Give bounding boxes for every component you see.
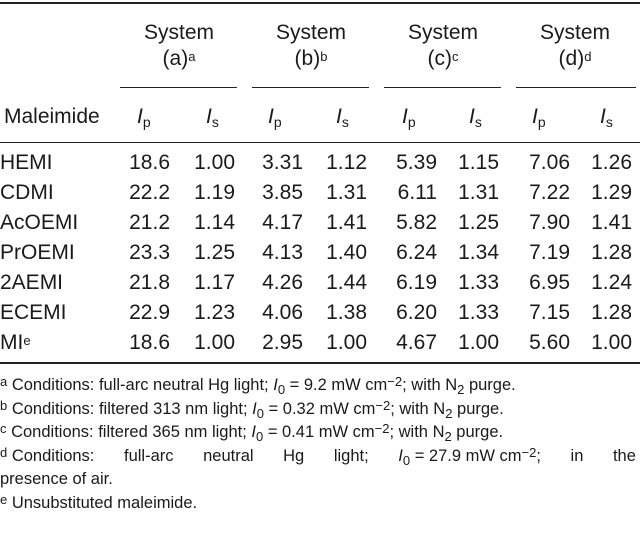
- maleimide-name: PrOEMI: [0, 241, 75, 264]
- ip-value: 4.17: [262, 211, 303, 234]
- ip-value: 4.67: [396, 331, 437, 354]
- ip-value: 5.39: [396, 151, 437, 174]
- is-value: 1.38: [326, 301, 367, 324]
- ip-value: 18.6: [129, 151, 170, 174]
- is-value: 1.25: [194, 241, 235, 264]
- footnote-a: $^a$ Conditions: full-arc neutral Hg light; $I_0 = 9.2$ mW $cm^{-2}$; with $N_2$ purge.: [0, 374, 516, 397]
- system-b-underline: [252, 87, 369, 88]
- is-value: 1.33: [458, 271, 499, 294]
- ip-header-b: Ip: [268, 105, 282, 130]
- table-row: [0, 148, 632, 178]
- footnote-d-line2: presence of air.: [0, 470, 113, 488]
- table-row: [0, 208, 632, 238]
- is-value: 1.40: [326, 241, 367, 264]
- system-a-underline: [120, 87, 237, 88]
- ip-value: 6.19: [396, 271, 437, 294]
- ip-header-d: Ip: [532, 105, 546, 130]
- system-d-underline: [516, 87, 636, 88]
- is-header-a: Is: [206, 105, 219, 130]
- ip-value: 3.85: [262, 181, 303, 204]
- ip-value: 5.82: [396, 211, 437, 234]
- is-value: 1.31: [458, 181, 499, 204]
- is-value: 1.41: [591, 211, 632, 234]
- ip-header-a: Ip: [137, 105, 151, 130]
- ip-value: 21.2: [129, 211, 170, 234]
- maleimide-name: CDMI: [0, 181, 54, 204]
- is-value: 1.19: [194, 181, 235, 204]
- footnote-c: $^c$ Conditions: filtered 365 nm light; $I_0 = 0.41$ mW $cm^{-2}$; with $N_2$ purge.: [0, 421, 504, 444]
- maleimide-name: 2AEMI: [0, 271, 64, 294]
- is-header-c: Is: [469, 105, 482, 130]
- ip-value: 18.6: [129, 331, 170, 354]
- is-value: 1.17: [194, 271, 235, 294]
- footnote-d-line1: $^d$ Conditions: full-arc neutral Hg light; $I_0 = 27.9$ mW $cm^{-2}$; in the: [0, 444, 636, 468]
- ip-value: 7.06: [529, 151, 570, 174]
- system-d-header: System $(d)^d$: [539, 21, 610, 70]
- footnote-e: $^e$ Unsubstituted maleimide.: [0, 491, 198, 512]
- ip-value: 7.15: [529, 301, 570, 324]
- system-a-header: System $(a)^a$: [143, 21, 214, 70]
- ip-header-c: Ip: [402, 105, 416, 130]
- ip-value: 4.26: [262, 271, 303, 294]
- is-value: 1.29: [591, 181, 632, 204]
- ip-value: 2.95: [262, 331, 303, 354]
- maleimide-column-header: Maleimide: [4, 105, 100, 128]
- header-rule: [0, 142, 640, 143]
- is-value: 1.23: [194, 301, 235, 324]
- ip-value: 4.06: [262, 301, 303, 324]
- is-value: 1.28: [591, 301, 632, 324]
- system-b-header: System $(b)^b$: [275, 21, 346, 70]
- table-row: [0, 268, 632, 298]
- is-value: 1.33: [458, 301, 499, 324]
- ip-value: 22.9: [129, 301, 170, 324]
- maleimide-name: HEMI: [0, 151, 53, 174]
- is-value: 1.00: [194, 151, 235, 174]
- system-c-header: System $(c)^c$: [407, 21, 478, 70]
- ip-value: 6.24: [396, 241, 437, 264]
- top-rule: [0, 2, 640, 4]
- is-value: 1.00: [326, 331, 367, 354]
- ip-value: 3.31: [262, 151, 303, 174]
- is-header-d: Is: [600, 105, 613, 130]
- ip-value: 22.2: [129, 181, 170, 204]
- is-value: 1.34: [458, 241, 499, 264]
- is-value: 1.25: [458, 211, 499, 234]
- table-row: [0, 328, 632, 358]
- ip-value: 7.90: [529, 211, 570, 234]
- ip-value: 21.8: [129, 271, 170, 294]
- ip-value: 6.20: [396, 301, 437, 324]
- footnotes: [0, 374, 636, 515]
- is-value: 1.24: [591, 271, 632, 294]
- is-value: 1.12: [326, 151, 367, 174]
- bottom-rule: [0, 362, 640, 364]
- maleimide-name: AcOEMI: [0, 211, 79, 234]
- table-row: [0, 238, 632, 268]
- ip-value: 5.60: [529, 331, 570, 354]
- ip-value: 7.19: [529, 241, 570, 264]
- is-value: 1.14: [194, 211, 235, 234]
- is-value: 1.44: [326, 271, 367, 294]
- is-header-b: Is: [336, 105, 349, 130]
- is-value: 1.31: [326, 181, 367, 204]
- is-value: 1.41: [326, 211, 367, 234]
- maleimide-name: MIe: [0, 331, 31, 354]
- is-value: 1.15: [458, 151, 499, 174]
- table-row: [0, 178, 632, 208]
- data-table: [0, 148, 632, 358]
- ip-value: 6.11: [397, 181, 437, 204]
- footnote-b: $^b$ Conditions: filtered 313 nm light; $I_0 = 0.32$ mW $cm^{-2}$; with $N_2$ purge.: [0, 397, 504, 421]
- ip-value: 4.13: [262, 241, 303, 264]
- is-value: 1.00: [591, 331, 632, 354]
- system-c-underline: [384, 87, 501, 88]
- maleimide-name: ECEMI: [0, 301, 67, 324]
- is-value: 1.26: [591, 151, 632, 174]
- table-row: [0, 298, 632, 328]
- ip-value: 23.3: [129, 241, 170, 264]
- ip-value: 6.95: [529, 271, 570, 294]
- ip-value: 7.22: [529, 181, 570, 204]
- is-value: 1.00: [458, 331, 499, 354]
- is-value: 1.00: [194, 331, 235, 354]
- is-value: 1.28: [591, 241, 632, 264]
